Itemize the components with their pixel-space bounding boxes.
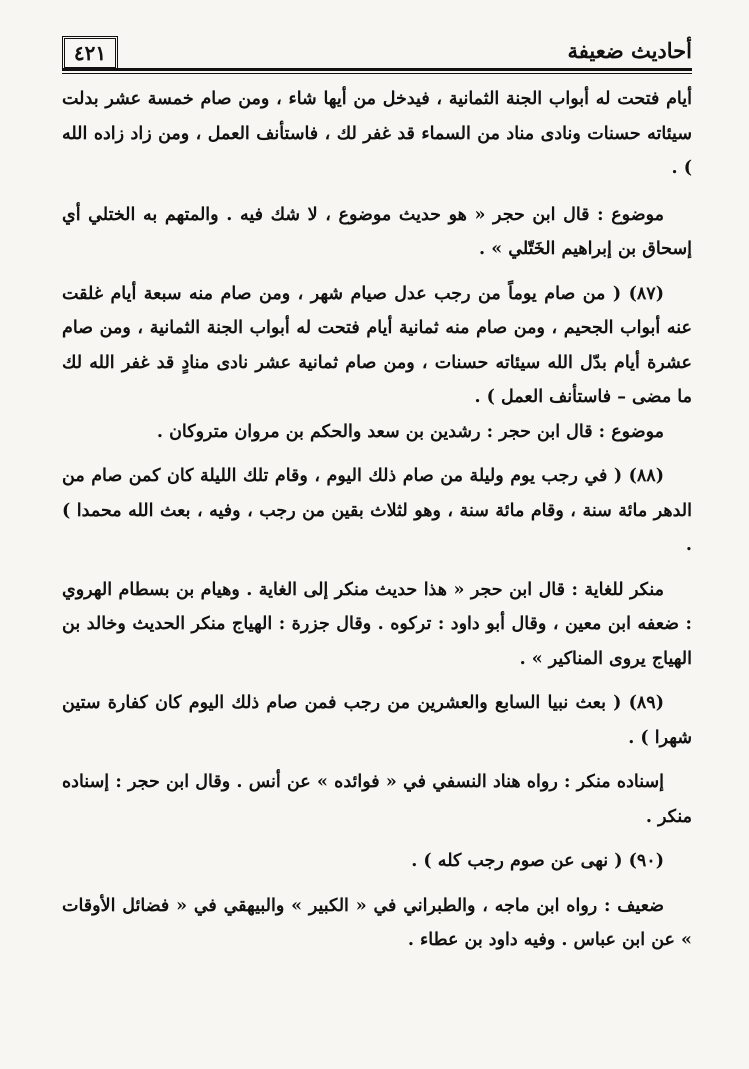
- book-title: أحاديث ضعيفة: [567, 38, 692, 63]
- hadith-88: (٨٨) ( في رجب يوم وليلة من صام ذلك اليوم ، وقام تلك الليلة كان كمن صام من الدهر مائة سنة ، وقام مائة سنة ، وهو لثلاث بقين من رجب ، وفيه ، بعث الله محمدا ) .: [62, 466, 692, 555]
- grading-note: منكر للغاية : قال ابن حجر « هذا حديث منكر إلى الغاية . وهيام بن بسطام الهروي : ضعفه ابن معين ، وقال أبو داود : تركوه . وقال جزرة : الهياج منكر الحديث وخالد بن الهياج يروى المناكير » .: [62, 579, 692, 669]
- grading-note: ضعيف : رواه ابن ماجه ، والطبراني في « الكبير » والبيهقي في « فضائل الأوقات » عن ابن عباس . وفيه داود بن عطاء .: [62, 895, 692, 950]
- grading-note: موضوع : قال ابن حجر « هو حديث موضوع ، لا شك فيه . والمتهم به الختلي أي إسحاق بن إبراهيم الخَتّلي » .: [62, 204, 692, 259]
- page-header: [62, 34, 692, 74]
- header-rule: [62, 68, 692, 74]
- page-number: ٤٢١: [62, 36, 118, 70]
- hadith-continuation: أيام فتحت له أبواب الجنة الثمانية ، فيدخل من أيها شاء ، ومن صام خمسة عشر بدلت سيئاته حسنات ونادى مناد من السماء قد غفر لك ، فاستأنف العمل ، ومن زاد زاده الله ) .: [62, 89, 692, 178]
- hadith-87: (٨٧) ( من صام يوماً من رجب عدل صيام شهر ، ومن صام منه سبعة أيام غلقت عنه أبواب الجحيم ، ومن صام منه ثمانية أيام فتحت له أبواب الجنة الثمانية ، ومن صام عشرة أيام بدّل الله سيئاته حسنات ، ومن صام ثمانية عشر نادى منادٍ قد غفر الله لك ما مضى – فاستأنف العمل ) .: [62, 283, 692, 407]
- page-body: [62, 82, 692, 958]
- grading-note: موضوع : قال ابن حجر : رشدين بن سعد والحكم بن مروان متروكان .: [156, 421, 664, 442]
- hadith-90: (٩٠) ( نهى عن صوم رجب كله ) .: [411, 851, 664, 871]
- hadith-89: (٨٩) ( بعث نبيا السابع والعشرين من رجب فمن صام ذلك اليوم كان كفارة ستين شهرا ) .: [62, 693, 692, 748]
- grading-note: إسناده منكر : رواه هناد النسفي في « فوائده » عن أنس . وقال ابن حجر : إسناده منكر .: [62, 772, 692, 827]
